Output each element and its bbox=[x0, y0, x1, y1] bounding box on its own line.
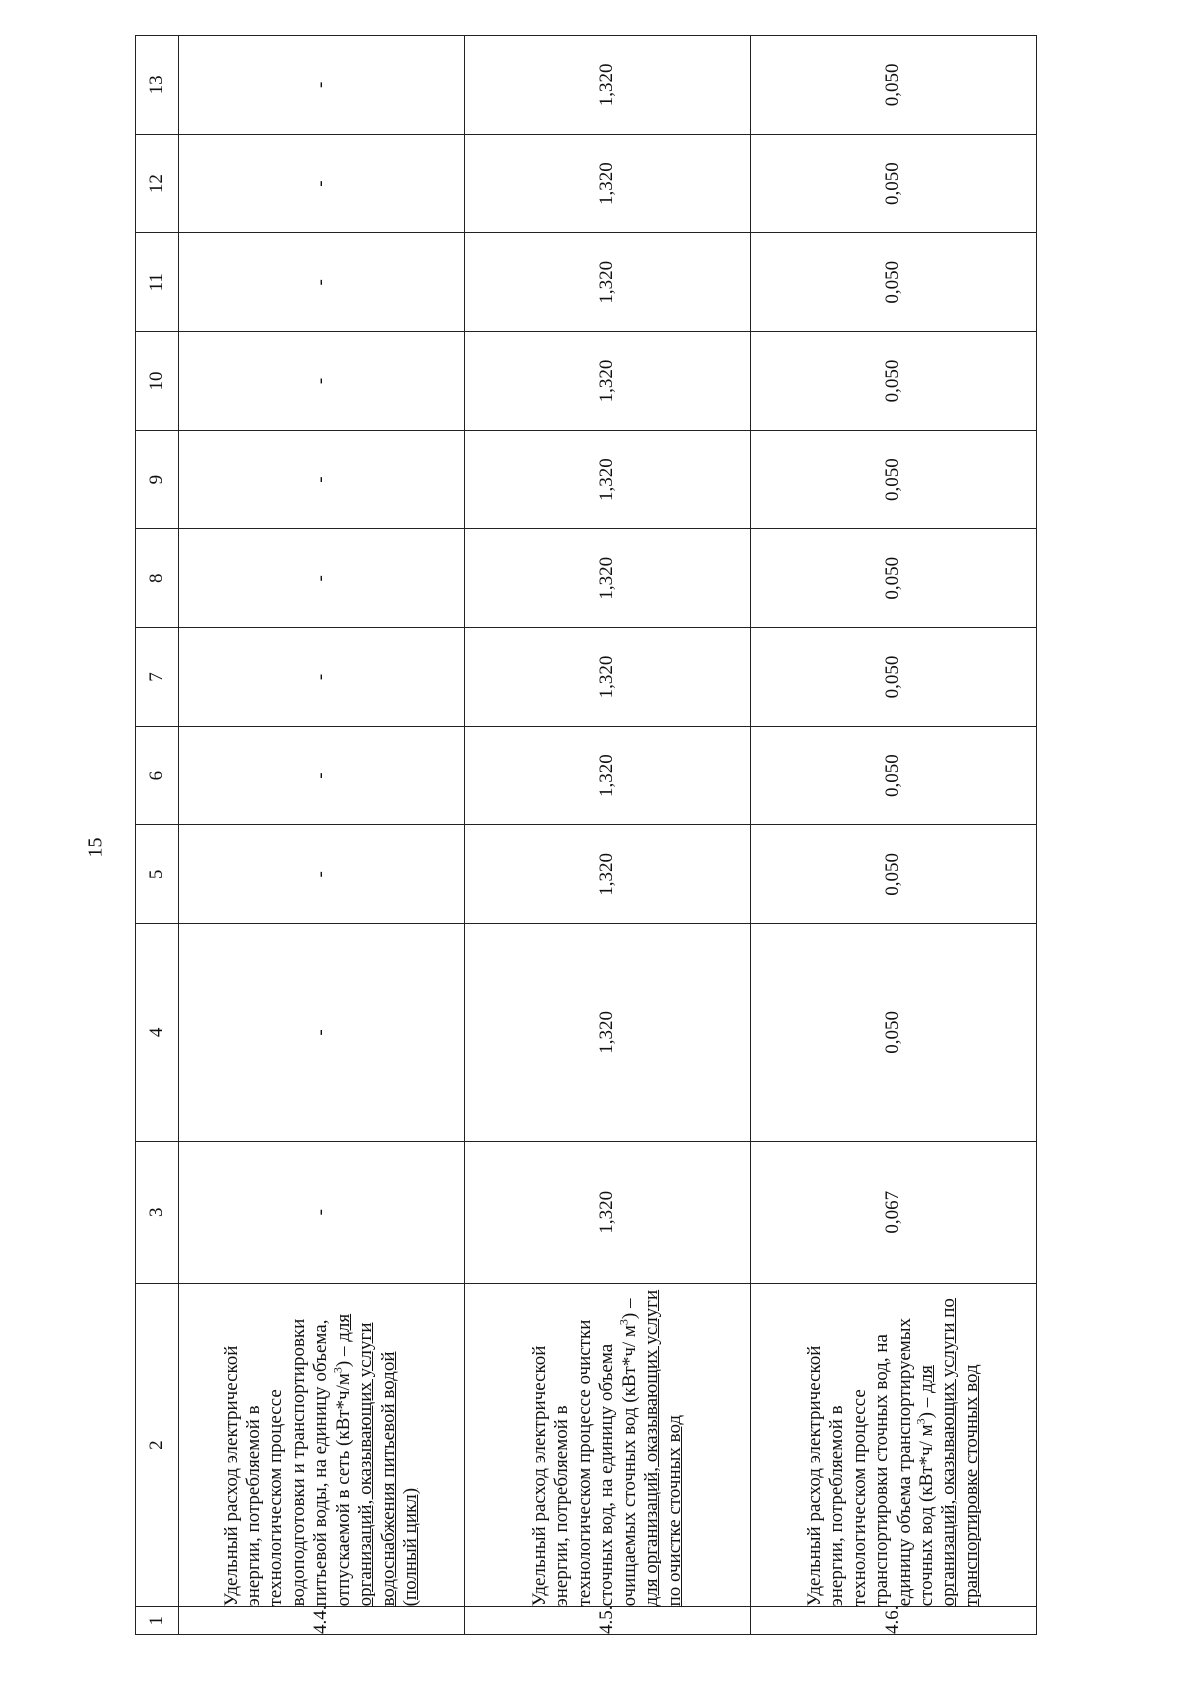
table-row bbox=[179, 36, 465, 1635]
value-cell: - bbox=[179, 628, 465, 727]
value-cell: - bbox=[179, 134, 465, 233]
row-description bbox=[751, 1283, 1037, 1607]
value-cell: - bbox=[179, 529, 465, 628]
table-row bbox=[465, 36, 751, 1635]
value-cell: 0,067 bbox=[751, 1141, 1037, 1283]
value-cell: 1,320 bbox=[465, 825, 751, 924]
value-cell: 1,320 bbox=[465, 726, 751, 825]
value-cell: 1,320 bbox=[465, 233, 751, 332]
value-cell: 1,320 bbox=[465, 36, 751, 135]
value-cell: 0,050 bbox=[751, 628, 1037, 727]
column-header: 9 bbox=[136, 430, 179, 529]
value-cell: 0,050 bbox=[751, 134, 1037, 233]
value-cell: 1,320 bbox=[465, 1141, 751, 1283]
row-number: 4.4. bbox=[179, 1607, 465, 1635]
description-text: Удельный расход электрической энергии, потребляемой в технологическом процессе очистки сточных вод, на единицу объема очищаемых сточных вод (кВт*ч/ м bbox=[529, 1319, 640, 1607]
indicators-table bbox=[135, 35, 1037, 1635]
superscript: 3 bbox=[913, 1418, 928, 1425]
description-dash: ) – bbox=[618, 1298, 640, 1320]
column-header: 13 bbox=[136, 36, 179, 135]
superscript: 3 bbox=[616, 1319, 631, 1326]
description-dash: ) – bbox=[915, 1393, 937, 1419]
value-cell: - bbox=[179, 36, 465, 135]
value-cell: - bbox=[179, 825, 465, 924]
value-cell: 1,320 bbox=[465, 529, 751, 628]
column-number-row bbox=[136, 36, 179, 1635]
value-cell: 1,320 bbox=[465, 134, 751, 233]
row-number: 4.6. bbox=[751, 1607, 1037, 1635]
column-header: 12 bbox=[136, 134, 179, 233]
description-underlined: для организаций, оказывающих услуги по транспортировке сточных вод bbox=[915, 1298, 982, 1607]
description-dash: ) – bbox=[332, 1341, 354, 1368]
value-cell: - bbox=[179, 332, 465, 431]
description-text: Удельный расход электрической энергии, потребляемой в технологическом процессе водоподготовки и транспортировки питьевой воды, на единицу объема, отпускаемой в сеть (кВт*ч/м bbox=[220, 1318, 354, 1607]
column-header: 11 bbox=[136, 233, 179, 332]
row-description bbox=[179, 1283, 465, 1607]
value-cell: - bbox=[179, 726, 465, 825]
value-cell: 0,050 bbox=[751, 924, 1037, 1142]
column-header: 8 bbox=[136, 529, 179, 628]
value-cell: - bbox=[179, 924, 465, 1142]
column-header: 5 bbox=[136, 825, 179, 924]
row-number: 4.5. bbox=[465, 1607, 751, 1635]
description-underlined: для организаций, оказывающих услуги водоснабжения питьевой водой (полный цикл) bbox=[332, 1313, 421, 1607]
column-header: 3 bbox=[136, 1141, 179, 1283]
value-cell: 0,050 bbox=[751, 529, 1037, 628]
value-cell: 0,050 bbox=[751, 430, 1037, 529]
value-cell: - bbox=[179, 233, 465, 332]
description-underlined: для организаций, оказывающих услуги по очистке сточных вод bbox=[641, 1289, 685, 1607]
column-header: 6 bbox=[136, 726, 179, 825]
column-header: 1 bbox=[136, 1607, 179, 1635]
row-description bbox=[465, 1283, 751, 1607]
column-header: 4 bbox=[136, 924, 179, 1142]
value-cell: 0,050 bbox=[751, 233, 1037, 332]
value-cell: 0,050 bbox=[751, 726, 1037, 825]
value-cell: 1,320 bbox=[465, 332, 751, 431]
value-cell: - bbox=[179, 1141, 465, 1283]
column-header: 2 bbox=[136, 1283, 179, 1607]
column-header: 7 bbox=[136, 628, 179, 727]
page-number: 15 bbox=[84, 837, 107, 858]
value-cell: 0,050 bbox=[751, 332, 1037, 431]
rotated-table-wrapper bbox=[135, 35, 1035, 1635]
value-cell: 0,050 bbox=[751, 825, 1037, 924]
rotated-table-inner bbox=[135, 35, 1035, 1635]
superscript: 3 bbox=[330, 1367, 345, 1374]
table-row bbox=[751, 36, 1037, 1635]
description-text: Удельный расход электрической энергии, потребляемой в технологическом процессе транспортировки сточных вод, на единицу объема транспортируемых сточных вод (кВт*ч/ м bbox=[803, 1317, 937, 1607]
value-cell: 1,320 bbox=[465, 430, 751, 529]
column-header: 10 bbox=[136, 332, 179, 431]
value-cell: 1,320 bbox=[465, 628, 751, 727]
value-cell: 1,320 bbox=[465, 924, 751, 1142]
value-cell: - bbox=[179, 430, 465, 529]
value-cell: 0,050 bbox=[751, 36, 1037, 135]
